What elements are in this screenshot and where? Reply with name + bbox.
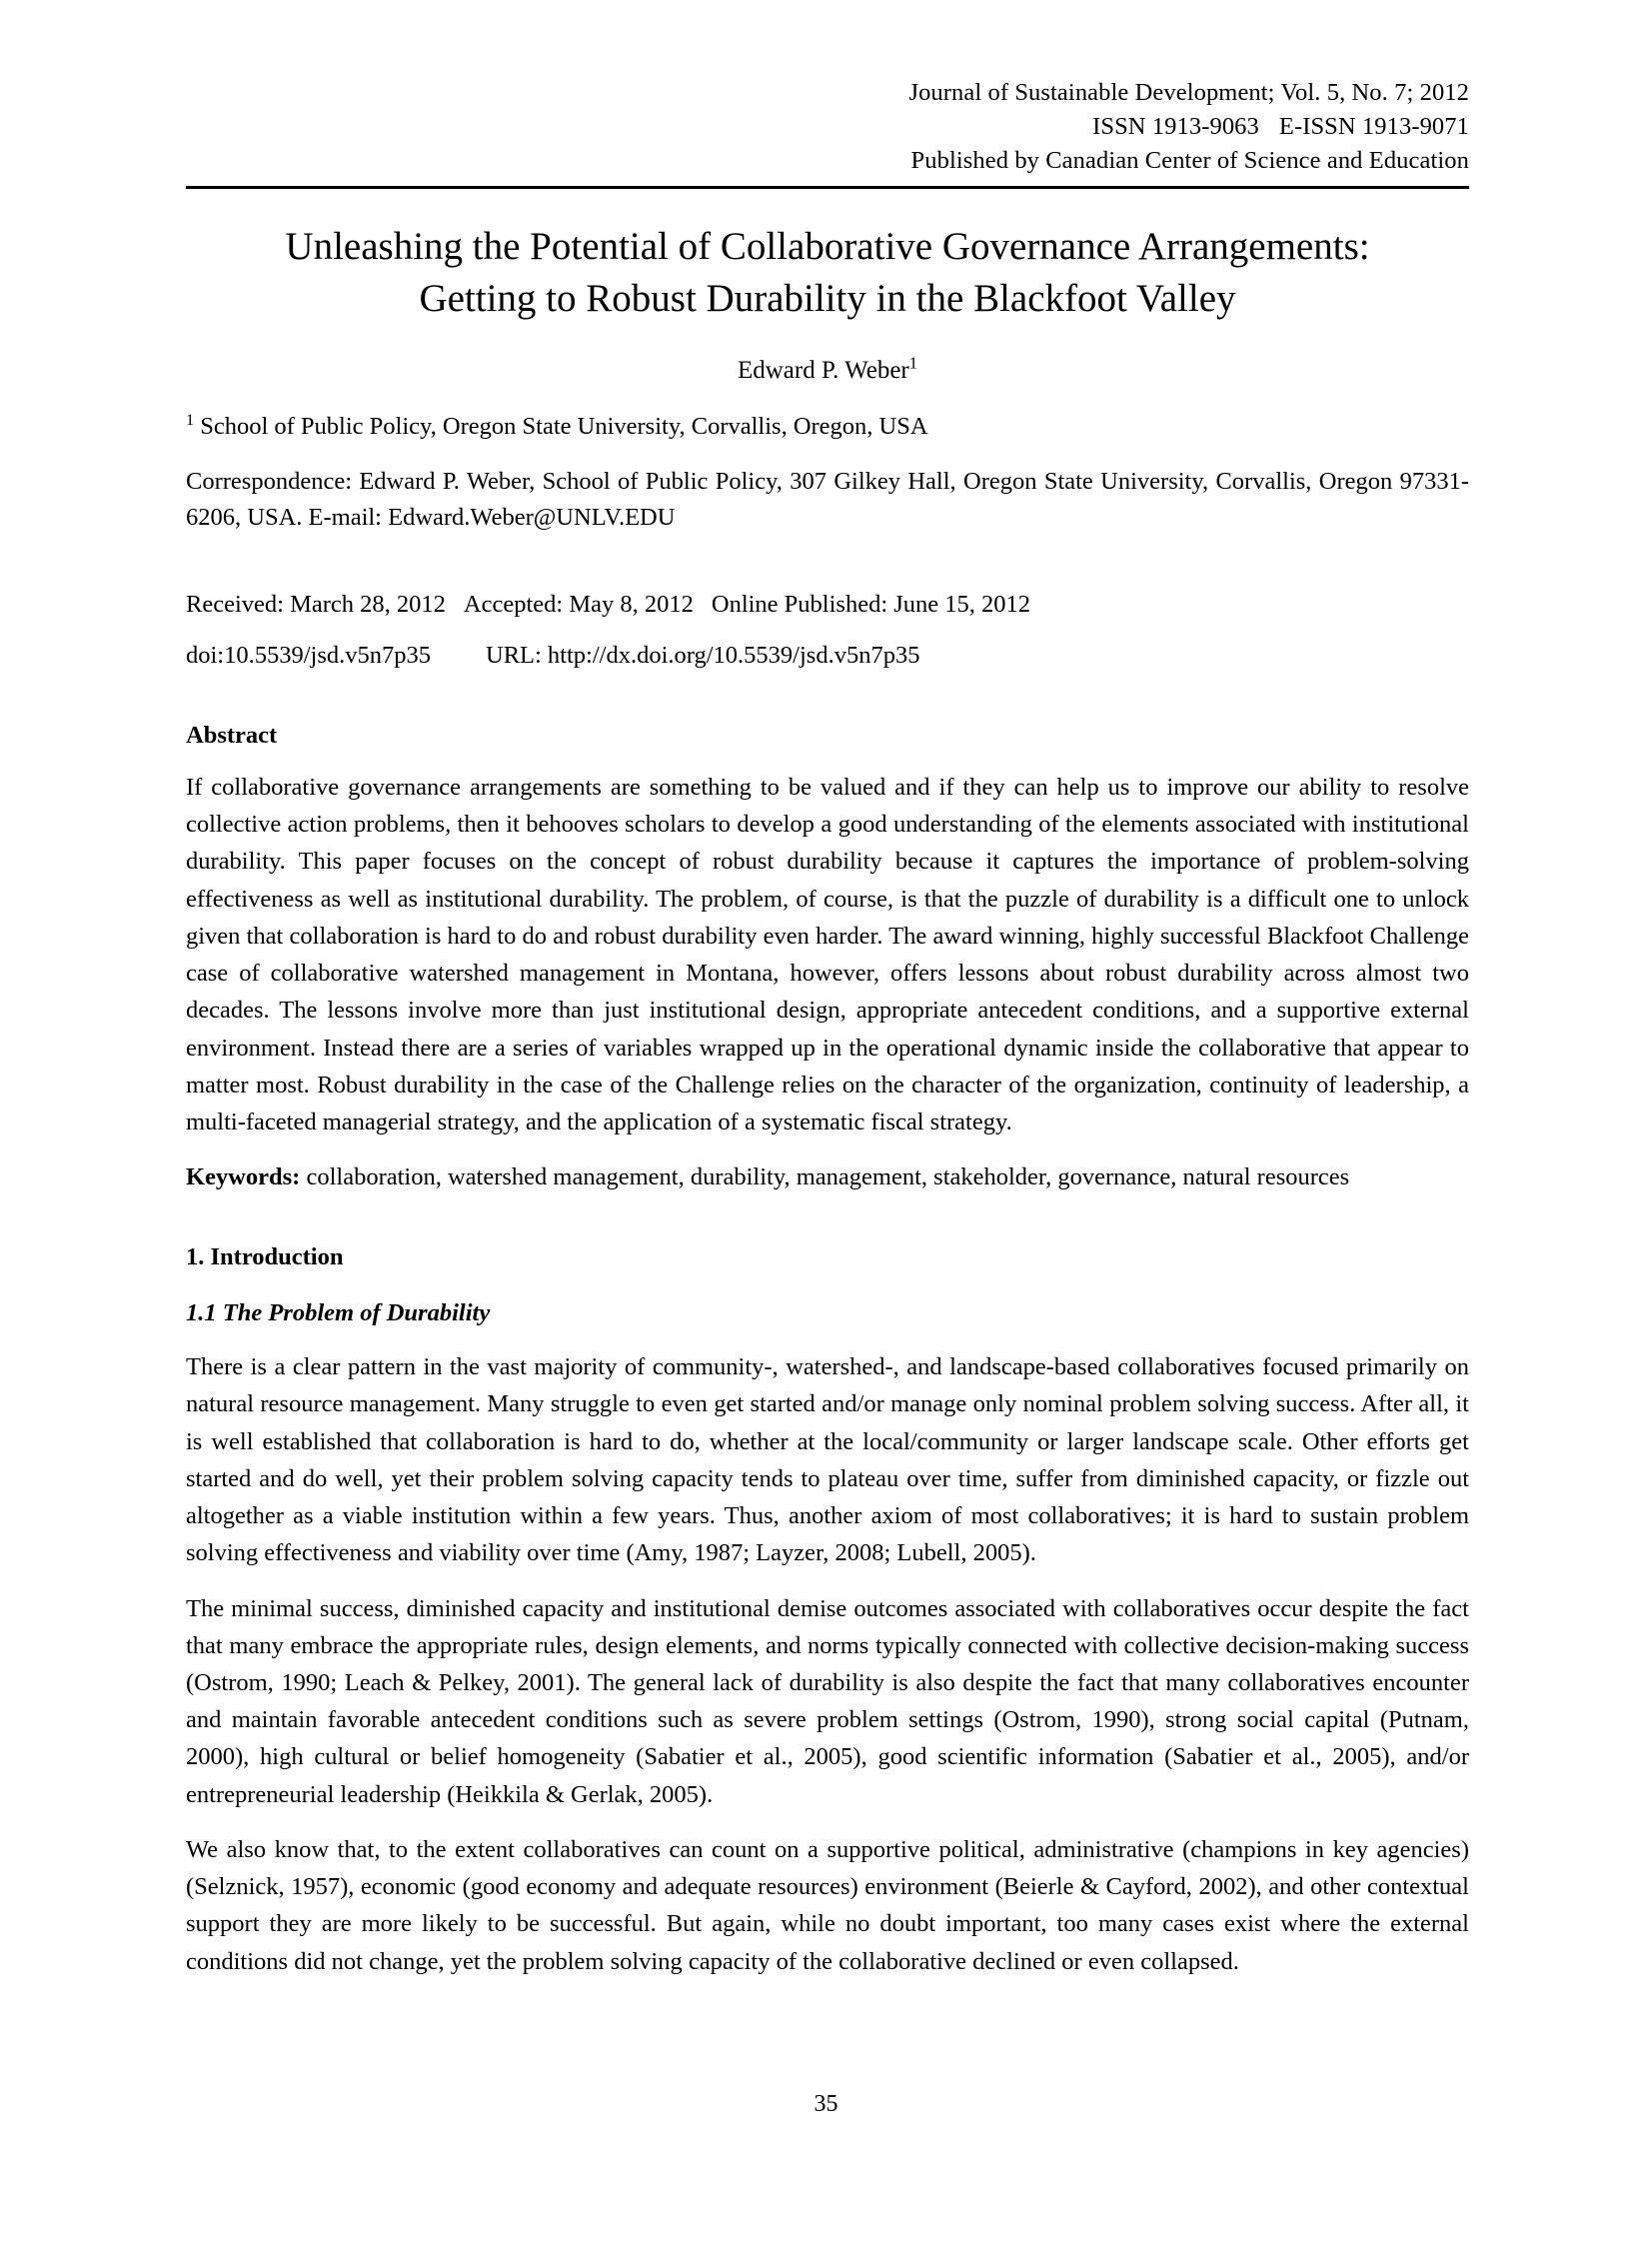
- page-number: 35: [814, 2091, 838, 2117]
- affiliation-marker: 1: [186, 411, 195, 429]
- section-heading-introduction: 1. Introduction: [186, 1242, 344, 1270]
- received-date: Received: March 28, 2012: [186, 591, 446, 619]
- masthead-divider: [186, 186, 1469, 189]
- doi-value: doi:10.5539/jsd.v5n7p35: [186, 641, 432, 669]
- author-affiliation: [186, 409, 1469, 445]
- doi-row: [186, 638, 1469, 675]
- author-name: [186, 355, 1469, 388]
- published-date: Online Published: June 15, 2012: [711, 591, 1031, 619]
- abstract-heading: Abstract: [186, 721, 278, 749]
- issn-value: ISSN 1913-9063: [1092, 112, 1259, 140]
- body-paragraph-3: We also know that, to the extent collaboratives can count on a supportive political, administrative (champions in key agencies) (Selznick, 1957), economic (good economy and adequate resources) environment (Beierle & Cayford, 2002), and other contextual support they are more likely to be successful. But again, while no doubt important, too many cases exist where the external conditions did not change, yet the problem solving capacity of the collaborative declined or even collapsed.: [186, 1835, 1469, 1975]
- title-line-1: Unleashing the Potential of Collaborative Governance Arrangements:: [285, 225, 1370, 269]
- publisher-line: Published by Canadian Center of Science and Education: [910, 146, 1469, 174]
- keywords-label: Keywords:: [186, 1163, 301, 1191]
- eissn-value: E-ISSN 1913-9071: [1278, 112, 1469, 140]
- journal-title-volume: Journal of Sustainable Development; Vol. 5, No. 7; 2012: [908, 79, 1469, 106]
- keywords-block: [186, 1158, 1469, 1195]
- page-title: [186, 221, 1469, 325]
- doi-url[interactable]: URL: http://dx.doi.org/10.5539/jsd.v5n7p35: [486, 641, 920, 669]
- journal-masthead: [186, 0, 1469, 177]
- subsection-heading-problem-of-durability: 1.1 The Problem of Durability: [186, 1298, 491, 1326]
- accepted-date: Accepted: May 8, 2012: [463, 591, 694, 619]
- author-name-text: Edward P. Weber: [737, 357, 909, 385]
- correspondence-block: Correspondence: Edward P. Weber, School of Public Policy, 307 Gilkey Hall, Oregon State University, Corvallis, Oregon 97331-6206, USA. E-mail: Edward.Weber@UNLV.EDU: [186, 468, 1469, 531]
- page-content: [186, 0, 1469, 1980]
- title-line-2: Getting to Robust Durability in the Blackfoot Valley: [419, 277, 1236, 321]
- body-paragraph-1: There is a clear pattern in the vast majority of community-, watershed-, and landscape-based collaboratives focused primarily on natural resource management. Many struggle to even get started and/or manage only nominal problem solving success. After all, it is well established that collaboration is hard to do, whether at the local/community or larger landscape scale. Other efforts get started and do well, yet their problem solving capacity tends to plateau over time, suffer from diminished capacity, or fizzle out altogether as a viable institution within a few years. Thus, another axiom of most collaboratives; it is hard to sustain problem solving effectiveness and viability over time (Amy, 1987; Layzer, 2008; Lubell, 2005).: [186, 1353, 1469, 1567]
- abstract-text: If collaborative governance arrangements are something to be valued and if they can help us to improve our ability to resolve collective action problems, then it behooves scholars to develop a good understanding of the elements associated with institutional durability. This paper focuses on the concept of robust durability because it captures the importance of problem-solving effectiveness as well as institutional durability. The problem, of course, is that the puzzle of durability is a difficult one to unlock given that collaboration is hard to do and robust durability even harder. The award winning, highly successful Blackfoot Challenge case of collaborative watershed management in Montana, however, offers lessons about robust durability across almost two decades. The lessons involve more than just institutional design, appropriate antecedent conditions, and a supportive external environment. Instead there are a series of variables wrapped up in the operational dynamic inside the collaborative that appear to matter most. Robust durability in the case of the Challenge relies on the character of the organization, continuity of leadership, a multi-faceted managerial strategy, and the application of a systematic fiscal strategy.: [186, 773, 1469, 1136]
- affiliation-text: School of Public Policy, Oregon State University, Corvallis, Oregon, USA: [200, 412, 928, 440]
- issn-line: [186, 110, 1469, 144]
- author-affiliation-marker: 1: [908, 353, 918, 373]
- keywords-text: collaboration, watershed management, durability, management, stakeholder, governance, natural resources: [300, 1163, 1350, 1191]
- publication-dates: [186, 587, 1469, 624]
- body-paragraph-2: The minimal success, diminished capacity and institutional demise outcomes associated with collaboratives occur despite the fact that many embrace the appropriate rules, design elements, and norms typically connected with collective decision-making success (Ostrom, 1990; Leach & Pelkey, 2001). The general lack of durability is also despite the fact that many collaboratives encounter and maintain favorable antecedent conditions such as severe problem settings (Ostrom, 1990), strong social capital (Putnam, 2000), high cultural or belief homogeneity (Sabatier et al., 2005), good scientific information (Sabatier et al., 2005), and/or entrepreneurial leadership (Heikkila & Gerlak, 2005).: [186, 1594, 1469, 1808]
